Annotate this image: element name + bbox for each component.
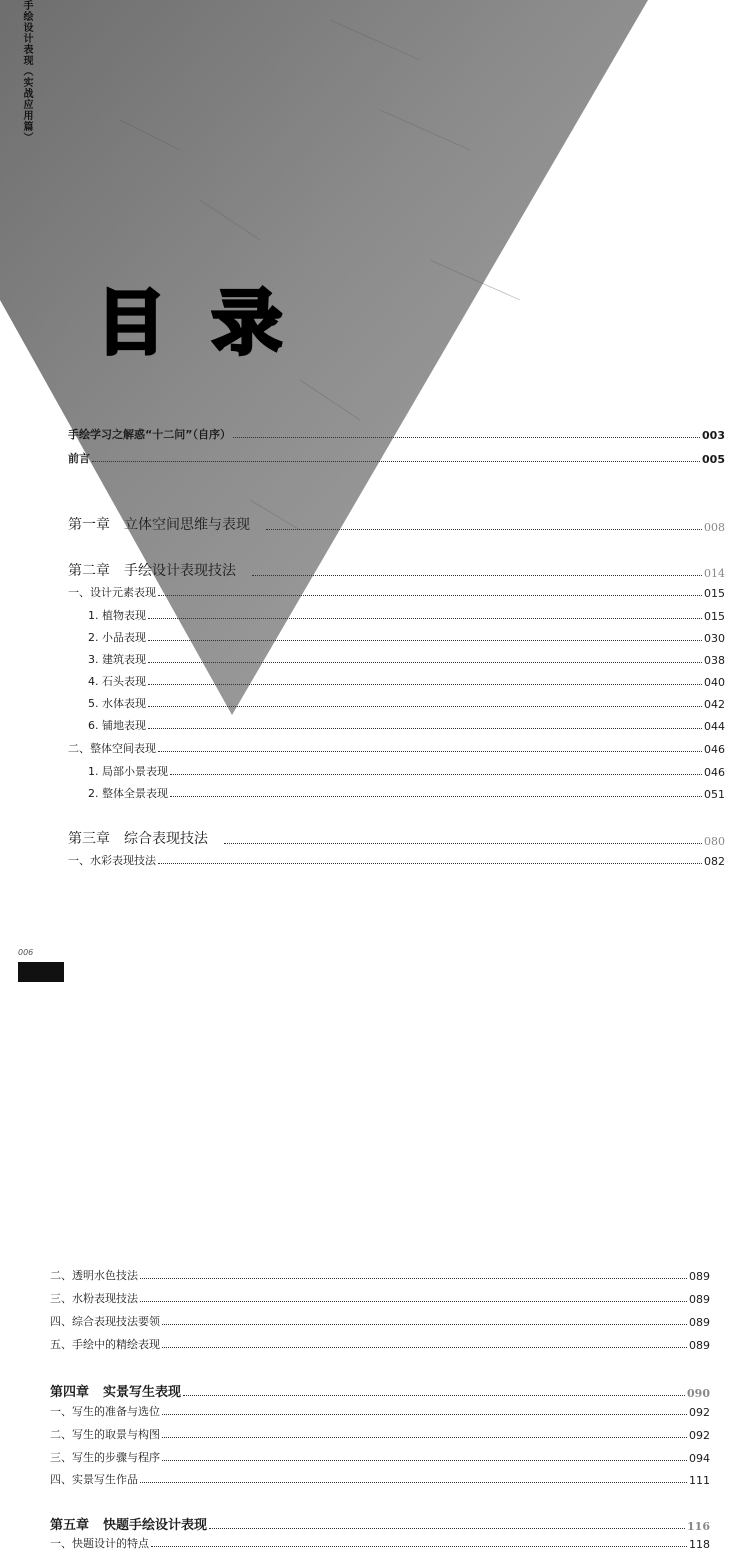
toc-label: 五、手绘中的精绘表现 — [50, 1338, 160, 1351]
toc-section[interactable] — [50, 1313, 710, 1329]
toc-page: 116 — [687, 1520, 710, 1533]
chapter-number: 第一章 — [68, 517, 110, 533]
toc-leader — [140, 1300, 687, 1302]
toc-leader — [148, 683, 702, 685]
toc-section[interactable] — [50, 1535, 710, 1551]
toc-label: 一、水彩表现技法 — [68, 854, 156, 867]
toc-page: 044 — [704, 720, 725, 733]
chapter-number: 第五章 — [50, 1518, 90, 1533]
toc-label: 二、透明水色技法 — [50, 1269, 138, 1282]
toc-page: 015 — [704, 610, 725, 623]
toc-page: 051 — [704, 788, 725, 801]
toc-page: 118 — [689, 1538, 710, 1551]
toc-section[interactable] — [50, 1471, 710, 1487]
toc-section[interactable] — [68, 740, 725, 756]
toc-label: 一、写生的准备与选位 — [50, 1405, 160, 1418]
toc-page: 005 — [702, 453, 725, 466]
toc-chapter-2[interactable] — [68, 560, 725, 580]
chapter-title: 快题手绘设计表现 — [103, 1518, 208, 1533]
toc-page: 008 — [704, 521, 725, 534]
toc-leader — [158, 594, 702, 596]
toc-label: 2. 整体全景表现 — [88, 787, 168, 800]
chapter-title: 综合表现技法 — [124, 831, 208, 847]
toc-page: 046 — [704, 743, 725, 756]
toc-chapter-1[interactable] — [68, 514, 725, 534]
toc-leader — [162, 1436, 687, 1438]
toc-leader — [162, 1346, 687, 1348]
title-char-lu: 录 — [212, 282, 282, 364]
toc-page: 080 — [704, 835, 725, 848]
toc-leader — [170, 773, 702, 775]
toc-label: 4. 石头表现 — [88, 675, 146, 688]
toc-label: 手绘学习之解惑“十二问”（自序） — [68, 428, 231, 441]
toc-item[interactable] — [88, 763, 725, 779]
toc-leader — [148, 661, 702, 663]
toc-leader — [224, 842, 702, 844]
title-char-mu: 目 — [96, 282, 166, 364]
toc-label: 四、实景写生作品 — [50, 1473, 138, 1486]
toc-label: 三、水粉表现技法 — [50, 1292, 138, 1305]
spine-text: 手绘设计表现（实战应用篇） — [21, 0, 32, 143]
toc-entry-preface-self[interactable] — [68, 426, 725, 442]
chapter-title: 立体空间思维与表现 — [124, 517, 250, 533]
toc-label: 三、写生的步骤与程序 — [50, 1451, 160, 1464]
toc-item[interactable] — [88, 717, 725, 733]
toc-leader — [148, 639, 702, 641]
toc-chapter-4[interactable] — [50, 1381, 710, 1400]
toc-page: 015 — [704, 587, 725, 600]
toc-section[interactable] — [50, 1426, 710, 1442]
toc-label: 一、快题设计的特点 — [50, 1537, 149, 1550]
chapter-heading — [50, 1381, 181, 1400]
toc-label: 四、综合表现技法要领 — [50, 1315, 160, 1328]
toc-chapter-5[interactable] — [50, 1514, 710, 1533]
toc-label: 二、整体空间表现 — [68, 742, 156, 755]
toc-page: 042 — [704, 698, 725, 711]
toc-section[interactable] — [50, 1267, 710, 1283]
toc-page: 003 — [702, 429, 725, 442]
toc-label: 2. 小品表现 — [88, 631, 146, 644]
chapter-number: 第二章 — [68, 563, 110, 579]
toc-leader — [209, 1527, 685, 1529]
toc-page: 014 — [704, 567, 725, 580]
toc-section[interactable] — [50, 1290, 710, 1306]
page-marker-bar — [18, 962, 64, 982]
toc-label: 二、写生的取景与构图 — [50, 1428, 160, 1441]
toc-page: 089 — [689, 1316, 710, 1329]
page-number: 006 — [18, 948, 34, 957]
toc-section[interactable] — [50, 1336, 710, 1352]
toc-leader — [148, 617, 702, 619]
toc-label: 前言 — [68, 452, 90, 465]
toc-leader — [233, 436, 700, 438]
toc-page: 082 — [704, 855, 725, 868]
toc-leader — [158, 750, 702, 752]
toc-section[interactable] — [50, 1403, 710, 1419]
chapter-title: 手绘设计表现技法 — [124, 563, 236, 579]
toc-page: 030 — [704, 632, 725, 645]
toc-page: 092 — [689, 1406, 710, 1419]
toc-leader — [252, 574, 702, 576]
toc-page: 046 — [704, 766, 725, 779]
toc-label: 1. 局部小景表现 — [88, 765, 168, 778]
toc-leader — [162, 1323, 687, 1325]
chapter-number: 第四章 — [50, 1385, 90, 1400]
toc-label: 1. 植物表现 — [88, 609, 146, 622]
toc-item[interactable] — [88, 607, 725, 623]
toc-leader — [148, 705, 702, 707]
toc-leader — [140, 1481, 687, 1483]
toc-item[interactable] — [88, 651, 725, 667]
chapter-heading — [68, 560, 250, 580]
toc-page: 089 — [689, 1270, 710, 1283]
chapter-heading — [50, 1514, 207, 1533]
toc-page: 089 — [689, 1293, 710, 1306]
toc-section[interactable] — [68, 584, 725, 600]
toc-item[interactable] — [88, 673, 725, 689]
toc-label: 5. 水体表现 — [88, 697, 146, 710]
toc-item[interactable] — [88, 629, 725, 645]
toc-page: 094 — [689, 1452, 710, 1465]
toc-item[interactable] — [88, 695, 725, 711]
toc-page: 090 — [687, 1387, 710, 1400]
toc-leader — [92, 460, 700, 462]
toc-chapter-3[interactable] — [68, 828, 725, 848]
toc-label: 3. 建筑表现 — [88, 653, 146, 666]
chapter-heading — [68, 514, 264, 534]
toc-page: 111 — [689, 1474, 710, 1487]
toc-leader — [140, 1277, 687, 1279]
toc-leader — [158, 862, 702, 864]
toc-leader — [162, 1459, 687, 1461]
toc-page: 038 — [704, 654, 725, 667]
toc-page: 040 — [704, 676, 725, 689]
chapter-title: 实景写生表现 — [103, 1385, 182, 1400]
toc-leader — [266, 528, 702, 530]
toc-leader — [148, 727, 702, 729]
toc-leader — [170, 795, 702, 797]
toc-section[interactable] — [68, 852, 725, 868]
toc-section[interactable] — [50, 1449, 710, 1465]
toc-label: 6. 铺地表现 — [88, 719, 146, 732]
toc-entry-foreword[interactable] — [68, 450, 725, 466]
chapter-heading — [68, 828, 222, 848]
toc-leader — [162, 1413, 687, 1415]
toc-page: 089 — [689, 1339, 710, 1352]
toc-leader — [151, 1545, 687, 1547]
chapter-number: 第三章 — [68, 831, 110, 847]
toc-page: 092 — [689, 1429, 710, 1442]
toc-item[interactable] — [88, 785, 725, 801]
toc-label: 一、设计元素表现 — [68, 586, 156, 599]
toc-leader — [183, 1394, 685, 1396]
